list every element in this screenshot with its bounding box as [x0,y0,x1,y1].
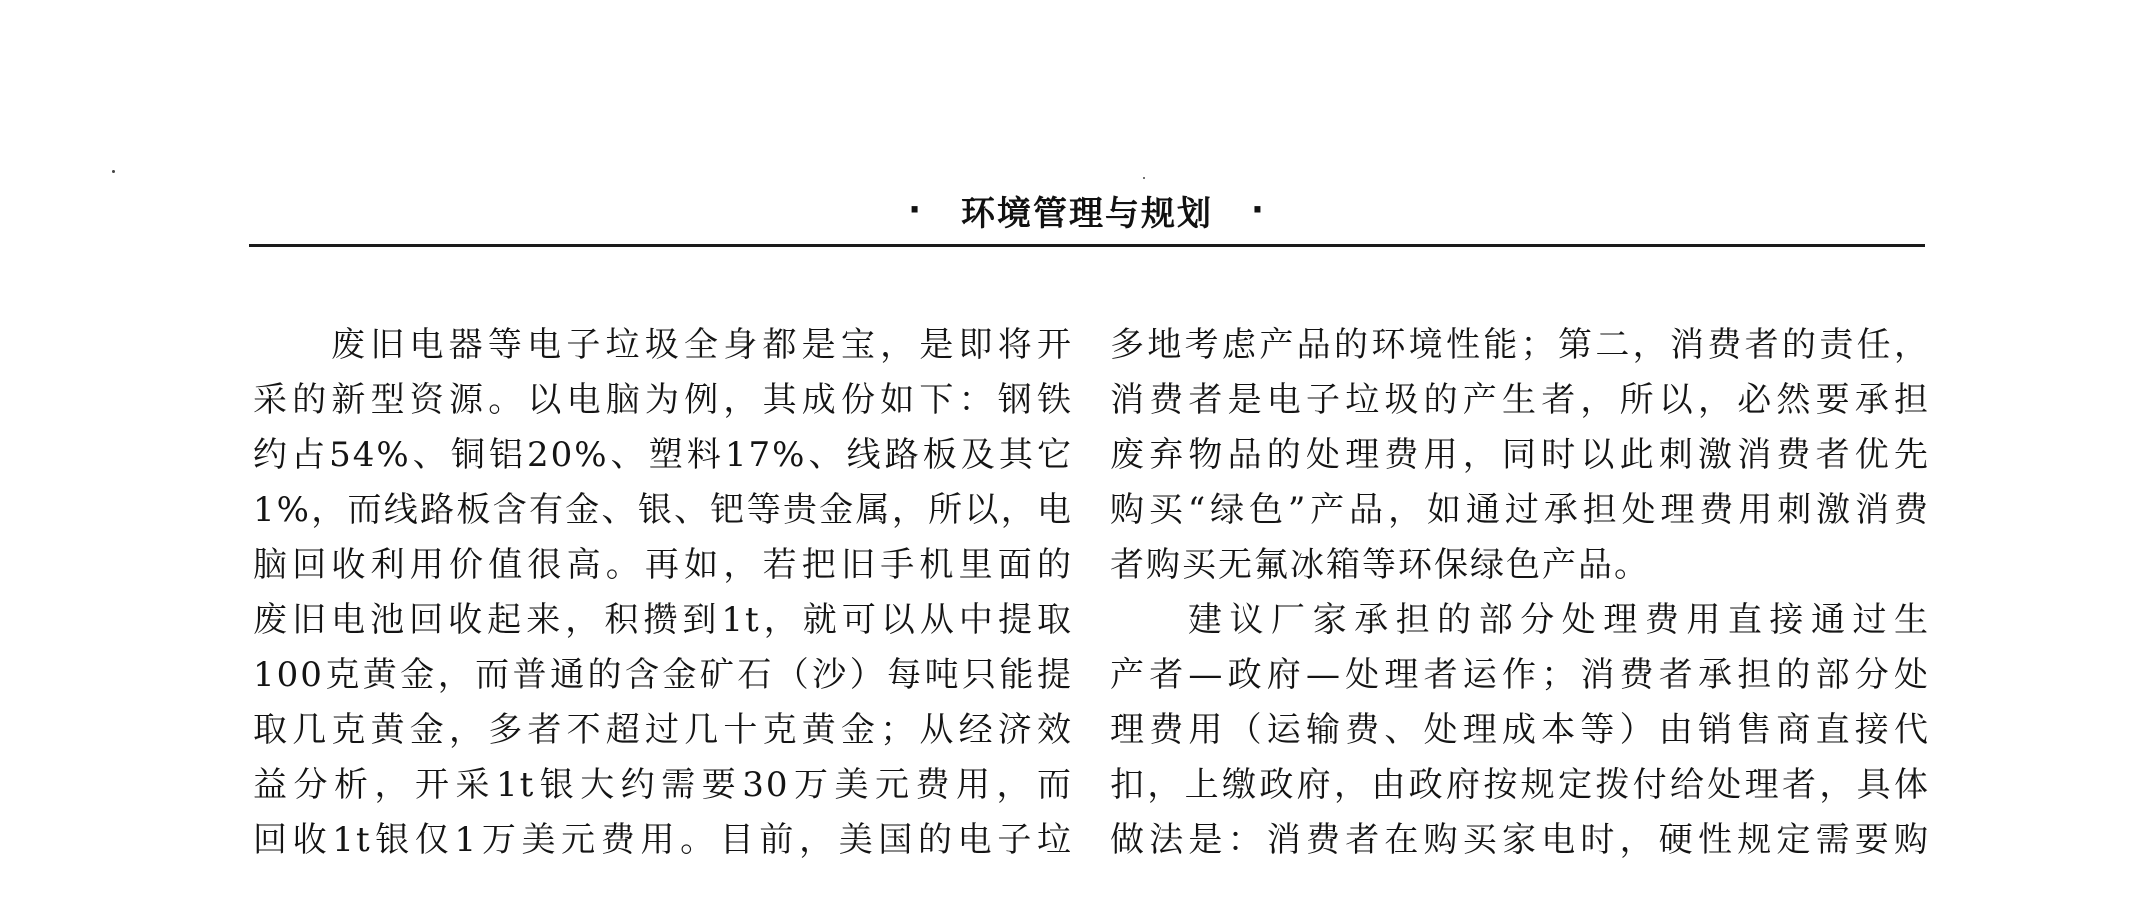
text-line: 脑回收利用价值很高。再如，若把旧手机里面的 [253,545,1073,585]
paragraph [1110,593,1930,868]
text-line: 产者—政府—处理者运作；消费者承担的部分处 [1110,655,1930,695]
header-rule [249,244,1925,247]
text-line: 废弃物品的处理费用，同时以此刺激消费者优先 [1110,435,1930,475]
scan-speck [112,170,115,173]
text-line: 废旧电池回收起来，积攒到1t，就可以从中提取 [253,600,1073,640]
header-dot-right: · [1251,190,1266,230]
left-column [253,318,1073,868]
text-line: 约占54%、铜铝20%、塑料17%、线路板及其它 [253,435,1073,475]
text-line: 1%，而线路板含有金、银、钯等贵金属，所以，电 [253,490,1073,530]
scan-speck [1143,177,1145,179]
text-line: 回收1t银仅1万美元费用。目前，美国的电子垃 [253,820,1073,860]
header-dot-left: · [908,190,923,230]
text-line: 采的新型资源。以电脑为例，其成份如下：钢铁 [253,380,1073,420]
text-line: 消费者是电子垃圾的产生者，所以，必然要承担 [1110,380,1930,420]
text-line: 多地考虑产品的环境性能；第二，消费者的责任， [1110,325,1930,365]
text-line: 购买“绿色”产品，如通过承担处理费用刺激消费 [1110,490,1930,530]
section-title: 环境管理与规划 [961,193,1213,234]
text-line: 扣，上缴政府，由政府按规定拨付给处理者，具体 [1110,765,1930,805]
text-line: 建议厂家承担的部分处理费用直接通过生 [1188,600,1930,640]
text-line: 理费用（运输费、处理成本等）由销售商直接代 [1110,710,1930,750]
paragraph [1110,318,1930,593]
page-header [249,180,1925,240]
text-line: 100克黄金，而普通的含金矿石（沙）每吨只能提 [253,655,1073,695]
text-line: 益分析，开采1t银大约需要30万美元费用，而 [253,765,1073,805]
paragraph [253,318,1073,868]
text-line: 取几克黄金，多者不超过几十克黄金；从经济效 [253,710,1073,750]
right-column [1110,318,1930,868]
text-line: 者购买无氟冰箱等环保绿色产品。 [1110,545,1650,585]
text-line: 做法是：消费者在购买家电时，硬性规定需要购 [1110,820,1930,860]
text-line: 废旧电器等电子垃圾全身都是宝，是即将开 [331,325,1073,365]
